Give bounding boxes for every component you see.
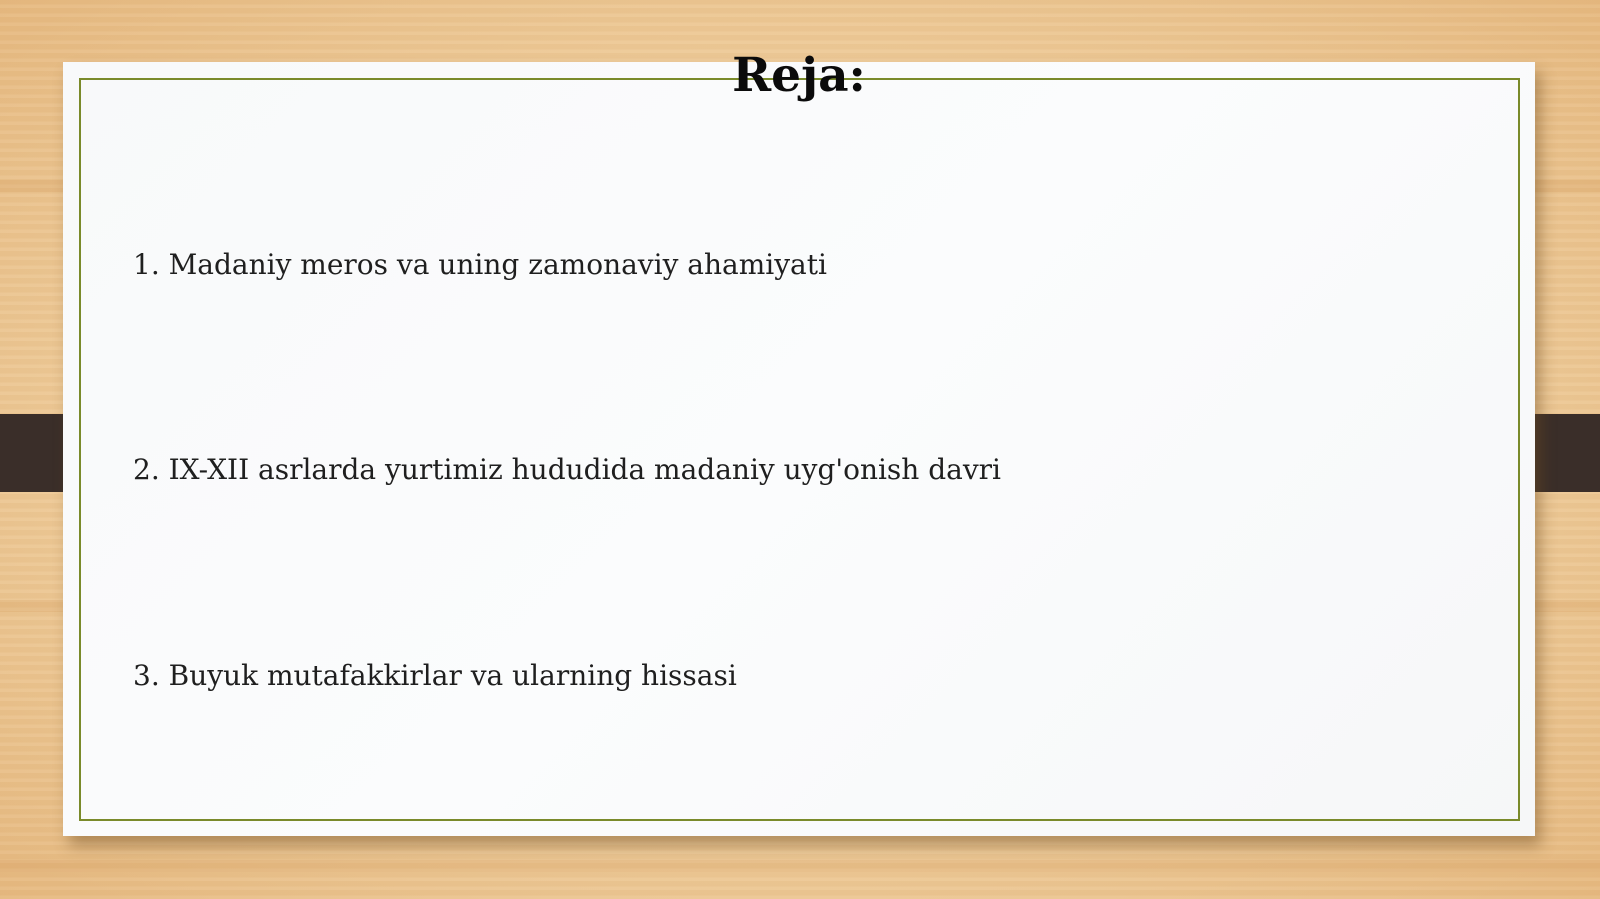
slide-border-frame [79, 78, 1520, 821]
plan-item-1: 1. Madaniy meros va uning zamonaviy ahamiyati [133, 248, 827, 281]
wood-grain [0, 860, 1600, 872]
slide-card [63, 48, 1535, 836]
plan-item-3: 3. Buyuk mutafakkirlar va ularning hissasi [133, 659, 737, 692]
plan-item-2: 2. IX-XII asrlarda yurtimiz hududida madaniy uyg'onish davri [133, 453, 1002, 486]
slide-title: Reja: [732, 48, 866, 103]
